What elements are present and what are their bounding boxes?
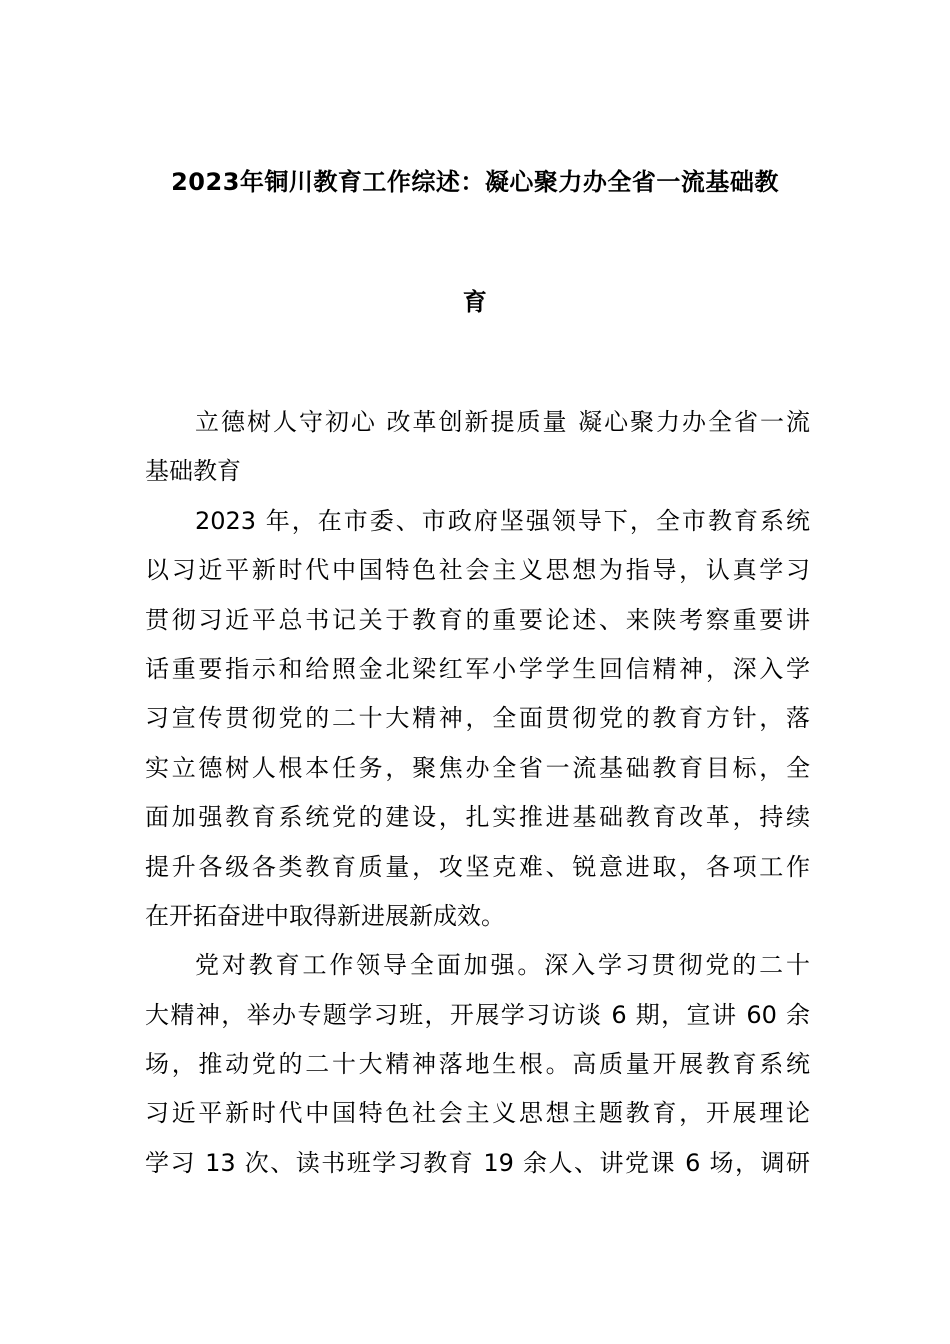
paragraph-line: 学习 13 次、读书班学习教育 19 余人、讲党课 6 场，调研	[145, 1148, 810, 1177]
paragraph-line: 贯彻习近平总书记关于教育的重要论述、来陕考察重要讲	[145, 605, 810, 634]
paragraph-line: 实立德树人根本任务，聚焦办全省一流基础教育目标，全	[145, 753, 810, 782]
paragraph-line: 以习近平新时代中国特色社会主义思想为指导，认真学习	[145, 556, 810, 585]
paragraph-line: 立德树人守初心 改革创新提质量 凝心聚力办全省一流	[195, 408, 810, 436]
paragraph-line: 提升各级各类教育质量，攻坚克难、锐意进取，各项工作	[145, 852, 810, 881]
paragraph-line: 场，推动党的二十大精神落地生根。高质量开展教育系统	[145, 1050, 810, 1079]
paragraph-line: 基础教育	[145, 457, 241, 486]
paragraph-line: 习近平新时代中国特色社会主义思想主题教育，开展理论	[145, 1099, 810, 1128]
document-title-line-2: 育	[462, 288, 488, 316]
paragraph-line: 在开拓奋进中取得新进展新成效。	[145, 901, 505, 930]
document-title-line-1: 2023年铜川教育工作综述：凝心聚力办全省一流基础教	[171, 168, 779, 196]
paragraph-line: 话重要指示和给照金北梁红军小学学生回信精神，深入学	[145, 654, 810, 683]
paragraph-line: 面加强教育系统党的建设，扎实推进基础教育改革，持续	[145, 803, 810, 832]
paragraph-line: 大精神，举办专题学习班，开展学习访谈 6 期，宣讲 60 余	[145, 1000, 810, 1029]
document-body	[145, 404, 810, 1194]
paragraph-line: 党对教育工作领导全面加强。深入学习贯彻党的二十	[195, 951, 810, 980]
paragraph-line: 2023 年，在市委、市政府坚强领导下，全市教育系统	[195, 506, 810, 535]
paragraph-line: 习宣传贯彻党的二十大精神，全面贯彻党的教育方针，落	[145, 704, 810, 733]
